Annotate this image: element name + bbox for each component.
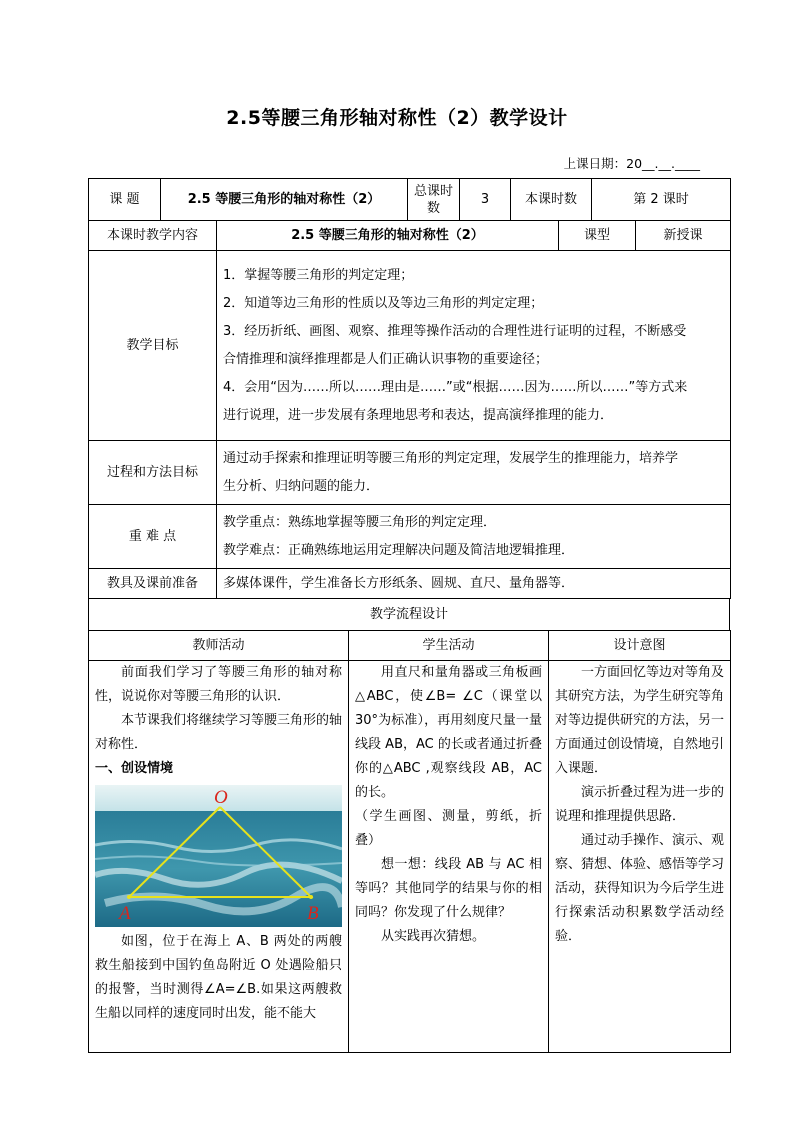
student-activity-cell bbox=[349, 661, 549, 1053]
teacher-paragraph: 本节课我们将继续学习等腰三角形的轴对称性． bbox=[95, 713, 343, 752]
goals-label: 教学目标 bbox=[89, 251, 217, 441]
page-title: 2.5等腰三角形轴对称性（2）教学设计 bbox=[226, 107, 568, 129]
student-paragraph: 想一想：线段 AB 与 AC 相等吗？其他同学的结果与你的相同吗？你发现了什么规律？ bbox=[355, 857, 542, 920]
key-point-line: 教学难点：正确熟练地运用定理解决问题及简洁地逻辑推理． bbox=[223, 542, 575, 558]
teacher-paragraph: 前面我们学习了等腰三角形的轴对称性，说说你对等腰三角形的认识． bbox=[95, 665, 342, 704]
key-points-label: 重 难 点 bbox=[89, 505, 217, 569]
this-hours-label: 本课时数 bbox=[511, 179, 592, 221]
flow-title-table bbox=[88, 598, 730, 631]
goal-line: 进行说理，进一步发展有条理地思考和表达，提高演绎推理的能力． bbox=[223, 407, 614, 423]
sea-triangle-image bbox=[95, 785, 342, 927]
topic-label: 课 题 bbox=[89, 179, 161, 221]
label-b: B bbox=[307, 903, 319, 924]
design-paragraph: 演示折叠过程为进一步的说理和推理提供思路． bbox=[555, 785, 725, 824]
goal-line: 3．经历折纸、画图、观察、推理等操作活动的合理性进行证明的过程，不断感受 bbox=[223, 323, 687, 339]
student-paragraph: 从实践再次猜想。 bbox=[381, 929, 486, 944]
topic-value: 2.5 等腰三角形的轴对称性（2） bbox=[161, 179, 408, 221]
lesson-type-label: 课型 bbox=[559, 221, 636, 251]
info-table-row1 bbox=[88, 178, 731, 221]
total-hours-label: 总课时数 bbox=[408, 179, 460, 221]
lesson-type-value: 新授课 bbox=[636, 221, 731, 251]
label-o: O bbox=[214, 787, 228, 808]
goals-list bbox=[217, 251, 731, 441]
design-intent-cell bbox=[549, 661, 731, 1053]
content-value: 2.5 等腰三角形的轴对称性（2） bbox=[217, 221, 559, 251]
student-activity-header: 学生活动 bbox=[349, 631, 549, 661]
process-line: 生分析、归纳问题的能力． bbox=[223, 478, 380, 494]
section-heading: 一、创设情境 bbox=[95, 761, 174, 776]
this-hours-value: 第 2 课时 bbox=[592, 179, 731, 221]
point-a bbox=[127, 895, 131, 899]
goal-line: 2．知道等边三角形的性质以及等边三角形的判定定理； bbox=[223, 295, 544, 311]
point-b bbox=[309, 895, 313, 899]
info-table bbox=[88, 220, 731, 599]
teacher-activity-header: 教师活动 bbox=[89, 631, 349, 661]
label-a: A bbox=[119, 903, 131, 924]
content-label: 本课时教学内容 bbox=[89, 221, 217, 251]
teacher-paragraph: 如图，位于在海上 A、B 两处的两艘救生船接到中国钓鱼岛附近 O 处遇险船只的报警，当时测得∠A=∠B.如果这两艘救生船以同样的速度同时出发，能不能大 bbox=[95, 934, 342, 1021]
goal-line: 4．会用“因为……所以……理由是……”或“根据……因为……所以……”等方式来 bbox=[223, 379, 688, 395]
student-paragraph: （学生画图、测量，剪纸，折叠） bbox=[355, 809, 542, 848]
student-paragraph: 用直尺和量角器或三角板画△ABC，使∠B= ∠C（课堂以30°为标准），再用刻度尺量一量线段 AB，AC 的长或者通过折叠你的△ABC ,观察线段 AB，AC 的长。 bbox=[355, 665, 542, 800]
process-label: 过程和方法目标 bbox=[89, 441, 217, 505]
design-paragraph: 一方面回忆等边对等角及其研究方法，为学生研究等角对等边提供研究的方法，另一方面通过创设情境，自然地引入课题． bbox=[555, 665, 725, 776]
teacher-activity-cell bbox=[89, 661, 349, 1053]
class-date: 上课日期：20__.__.____ bbox=[563, 156, 700, 171]
design-intent-header: 设计意图 bbox=[549, 631, 731, 661]
flow-table bbox=[88, 630, 731, 1053]
key-point-line: 教学重点：熟练地掌握等腰三角形的判定定理． bbox=[223, 514, 497, 530]
process-text bbox=[217, 441, 731, 505]
design-paragraph: 通过动手操作、演示、观察、猜想、体验、感悟等学习活动，获得知识为今后学生进行探索活动积累数学活动经验． bbox=[555, 833, 725, 944]
goal-line: 1．掌握等腰三角形的判定定理； bbox=[223, 267, 414, 283]
process-line: 通过动手探索和推理证明等腰三角形的判定定理，发展学生的推理能力，培养学 bbox=[223, 450, 679, 466]
flow-title: 教学流程设计 bbox=[89, 599, 730, 631]
key-points-text bbox=[217, 505, 731, 569]
tools-value: 多媒体课件，学生准备长方形纸条、圆规、直尺、量角器等． bbox=[217, 569, 731, 599]
total-hours-value: 3 bbox=[460, 179, 511, 221]
tools-label: 教具及课前准备 bbox=[89, 569, 217, 599]
goal-line: 合情推理和演绎推理都是人们正确认识事物的重要途径； bbox=[223, 351, 549, 367]
